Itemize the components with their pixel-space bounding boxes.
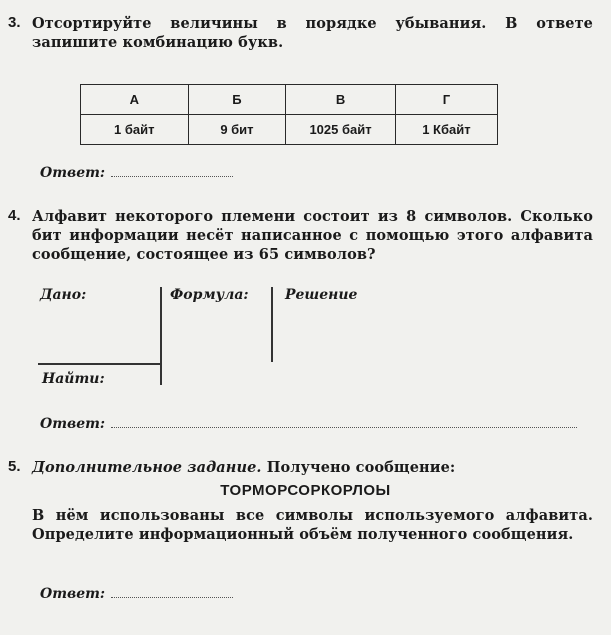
task-number: 4.: [8, 207, 21, 224]
task-number: 3.: [8, 14, 21, 31]
answer-label: Ответ:: [40, 586, 106, 602]
task-5-body: [8, 506, 593, 544]
divider-given: [160, 287, 162, 385]
bleed-through-text: [60, 98, 63, 114]
table-row: [81, 85, 498, 115]
table-cell: 1025 байт: [286, 115, 396, 145]
table-cell: 9 бит: [188, 115, 286, 145]
answer-field[interactable]: [111, 176, 233, 177]
answer-label: Ответ:: [40, 416, 106, 432]
table-header: А: [81, 85, 189, 115]
formula-label: Формула:: [170, 287, 249, 303]
table-row: [81, 115, 498, 145]
task-intro-rest: Получено сообщение:: [261, 459, 456, 476]
task-text: Отсортируйте величины в порядке убывания. В ответе запишите комбинацию букв.: [32, 15, 593, 51]
task-text: В нём использованы все символы используемого алфавита. Определите информационный объём полученного сообщения.: [32, 507, 593, 543]
answer-line-4: [40, 416, 577, 432]
message-text: ТОРМОРСОРКОРЛОЫ: [220, 482, 391, 499]
divider-formula: [271, 287, 273, 362]
answer-field[interactable]: [111, 427, 577, 428]
answer-field[interactable]: [111, 597, 233, 598]
answer-line-5: [40, 586, 233, 602]
find-label: Найти:: [42, 371, 105, 387]
task-4: [8, 207, 593, 264]
table-header: Б: [188, 85, 286, 115]
table-header: В: [286, 85, 396, 115]
task-3: [8, 14, 593, 52]
task-5: [8, 458, 593, 477]
table-header: Г: [395, 85, 497, 115]
task-intro: [32, 458, 593, 477]
divider-find: [38, 363, 160, 365]
table-cell: 1 байт: [81, 115, 189, 145]
answer-line-3: [40, 165, 233, 181]
task-intro-italic: Дополнительное задание.: [32, 459, 262, 476]
task-text: Алфавит некоторого племени состоит из 8 символов. Сколько бит информации несёт написанное с помощью этого алфавита сообщение, состоящее из 65 символов?: [32, 208, 593, 263]
solution-label: Решение: [285, 287, 358, 303]
table-cell: 1 Кбайт: [395, 115, 497, 145]
values-table: [80, 84, 498, 145]
task-number: 5.: [8, 458, 21, 475]
given-label: Дано:: [40, 287, 87, 303]
answer-label: Ответ:: [40, 165, 106, 181]
